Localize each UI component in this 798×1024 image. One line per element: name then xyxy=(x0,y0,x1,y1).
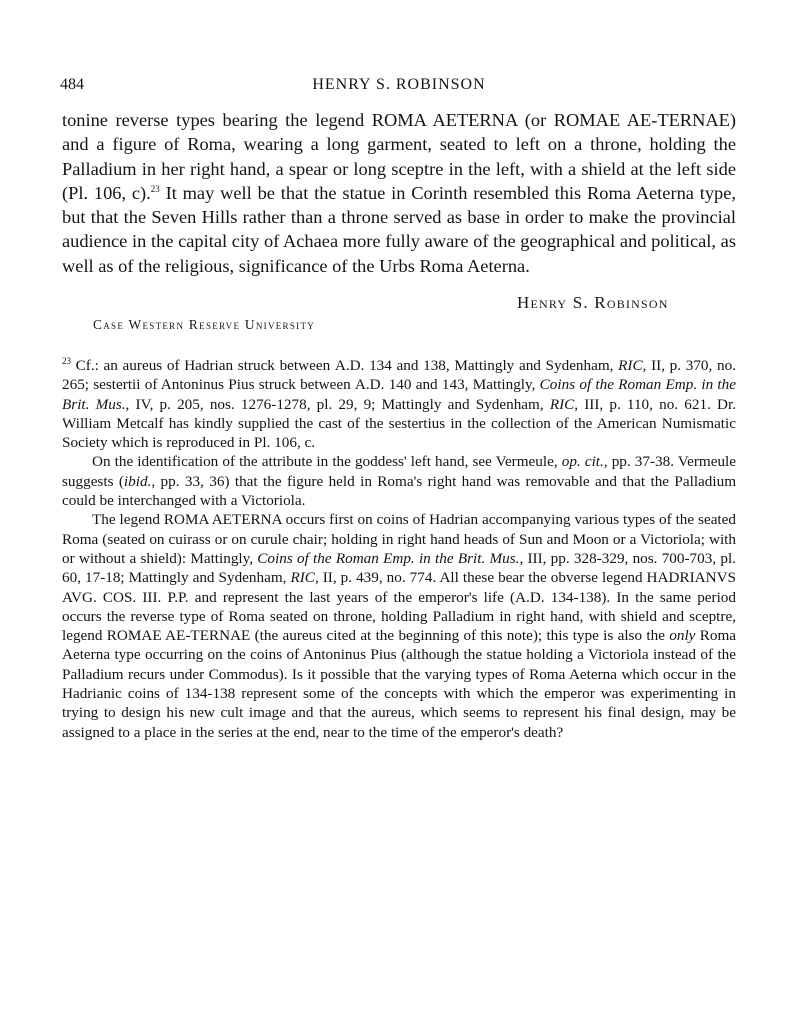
citation-abbreviation: op. cit. xyxy=(561,453,604,471)
citation-title: RIC xyxy=(618,357,643,374)
author-name: Henry S. Robinson xyxy=(517,293,669,312)
footnote-text: On the identification of the attribute in the goddess' left hand, see Vermeule, xyxy=(92,453,562,471)
footnotes xyxy=(62,356,736,742)
citation-title: RIC xyxy=(290,569,315,587)
footnote-text: , II, p. 439, no. 774. All these bear the obverse legend HADRIANVS AVG. COS. III. P.P. and represent the last years of the emperor's life ( xyxy=(62,569,736,606)
citation-abbreviation: ibid. xyxy=(123,472,152,490)
footnote-reference: 23 xyxy=(150,183,160,194)
footnote-text: , III, p. 110, no. 621. Dr. William Metcalf has kindly supplied the cast of the sestertius in the collection of the American Numismatic Society which is reproduced in Pl. 106, c. xyxy=(62,395,736,452)
footnote-text: Roma Aeterna type occurring on the coins of Antoninus Pius (although the statue holding a Victoriola instead of the Palladium recurs under Commodus). Is it possible that the varying types of Roma Aeterna which occur in the Hadrianic coins of 134-138 represent some of the concepts with which the emperor was experimenting in trying to design his new cult image and that the aureus, which seems to represent his final design, may be assigned to a place in the series at the end, near to the time of the emperor's death? xyxy=(62,627,736,741)
footnote-text: 134 and 138, Mattingly and Sydenham, xyxy=(364,357,619,374)
page-number: 484 xyxy=(60,76,84,93)
body-paragraph xyxy=(62,108,736,278)
era-abbreviation: A.D. xyxy=(515,588,545,606)
author-affiliation xyxy=(93,317,315,333)
footnote-paragraph-2 xyxy=(62,452,736,510)
era-abbreviation: A.D. xyxy=(354,376,385,394)
footnote-text: , IV, p. 205, nos. 1276-1278, pl. 29, 9; Mattingly and Sydenham, xyxy=(125,395,550,413)
page-header xyxy=(60,76,738,100)
footnote-text: 140 and 143, Mattingly, xyxy=(384,376,540,394)
footnote-number: 23 xyxy=(62,355,71,366)
footnote-text: , II, p. 370, no. 265; sestertii of Antoninus Pius struck between xyxy=(62,357,736,394)
footnote-text: , pp. 37-38. Vermeule suggests ( xyxy=(62,453,737,490)
affiliation-name: Case Western Reserve University xyxy=(93,317,316,332)
author-signature xyxy=(517,293,669,313)
body-text-part-2: It may well be that the statue in Corinth resembled this Roma Aeterna type, but that the Seven Hills rather than a throne served as base in order to make the provincial audience in the capital city of Achaea more fully aware of the geographical and political, as well as of the religious, significance of the Urbs Roma Aeterna. xyxy=(62,182,737,276)
footnote-paragraph-3 xyxy=(62,510,736,742)
footnote-text: , III, pp. 328-329, nos. 700-703, pl. 60, 17-18; Mattingly and Sydenham, xyxy=(62,549,736,587)
running-head: HENRY S. ROBINSON xyxy=(312,76,486,93)
footnote-text: The legend ROMA AETERNA occurs first on coins of Hadrian accompanying various types of the seated Roma (seated on cuirass or on curule chair; holding in right hand heads of Sun and Moon or a Victoriola; with or without a shield): Mattingly, xyxy=(62,511,736,567)
emphasis: only xyxy=(669,627,696,645)
era-abbreviation: A.D. xyxy=(334,357,365,374)
footnote-text: 134-138). In the same period occurs the reverse type of Roma seated on throne, holding Palladium in right hand, with shield and sceptre, legend ROMAE AE-TERNAE (the aureus cited at the beginning of this note); this type is also the xyxy=(62,588,736,645)
body-text-part-1: tonine reverse types bearing the legend ROMA AETERNA (or ROMAE AE-TERNAE) and a figure of Roma, wearing a long garment, seated to left on a throne, holding the Palladium in her right hand, a spear or long sceptre in the left, with a shield at the left side (Pl. 106, c). xyxy=(62,110,736,203)
footnote-23 xyxy=(62,356,736,452)
citation-title: RIC xyxy=(549,395,575,413)
footnote-text: Cf.: an aureus of Hadrian struck between xyxy=(71,357,335,374)
citation-title: Coins of the Roman Emp. in the Brit. Mus. xyxy=(62,376,736,413)
citation-title: Coins of the Roman Emp. in the Brit. Mus. xyxy=(257,549,520,567)
footnote-text: , pp. 33, 36) that the figure held in Roma's right hand was removable and that the Palladium could be interchanged with a Victoriola. xyxy=(62,472,737,510)
